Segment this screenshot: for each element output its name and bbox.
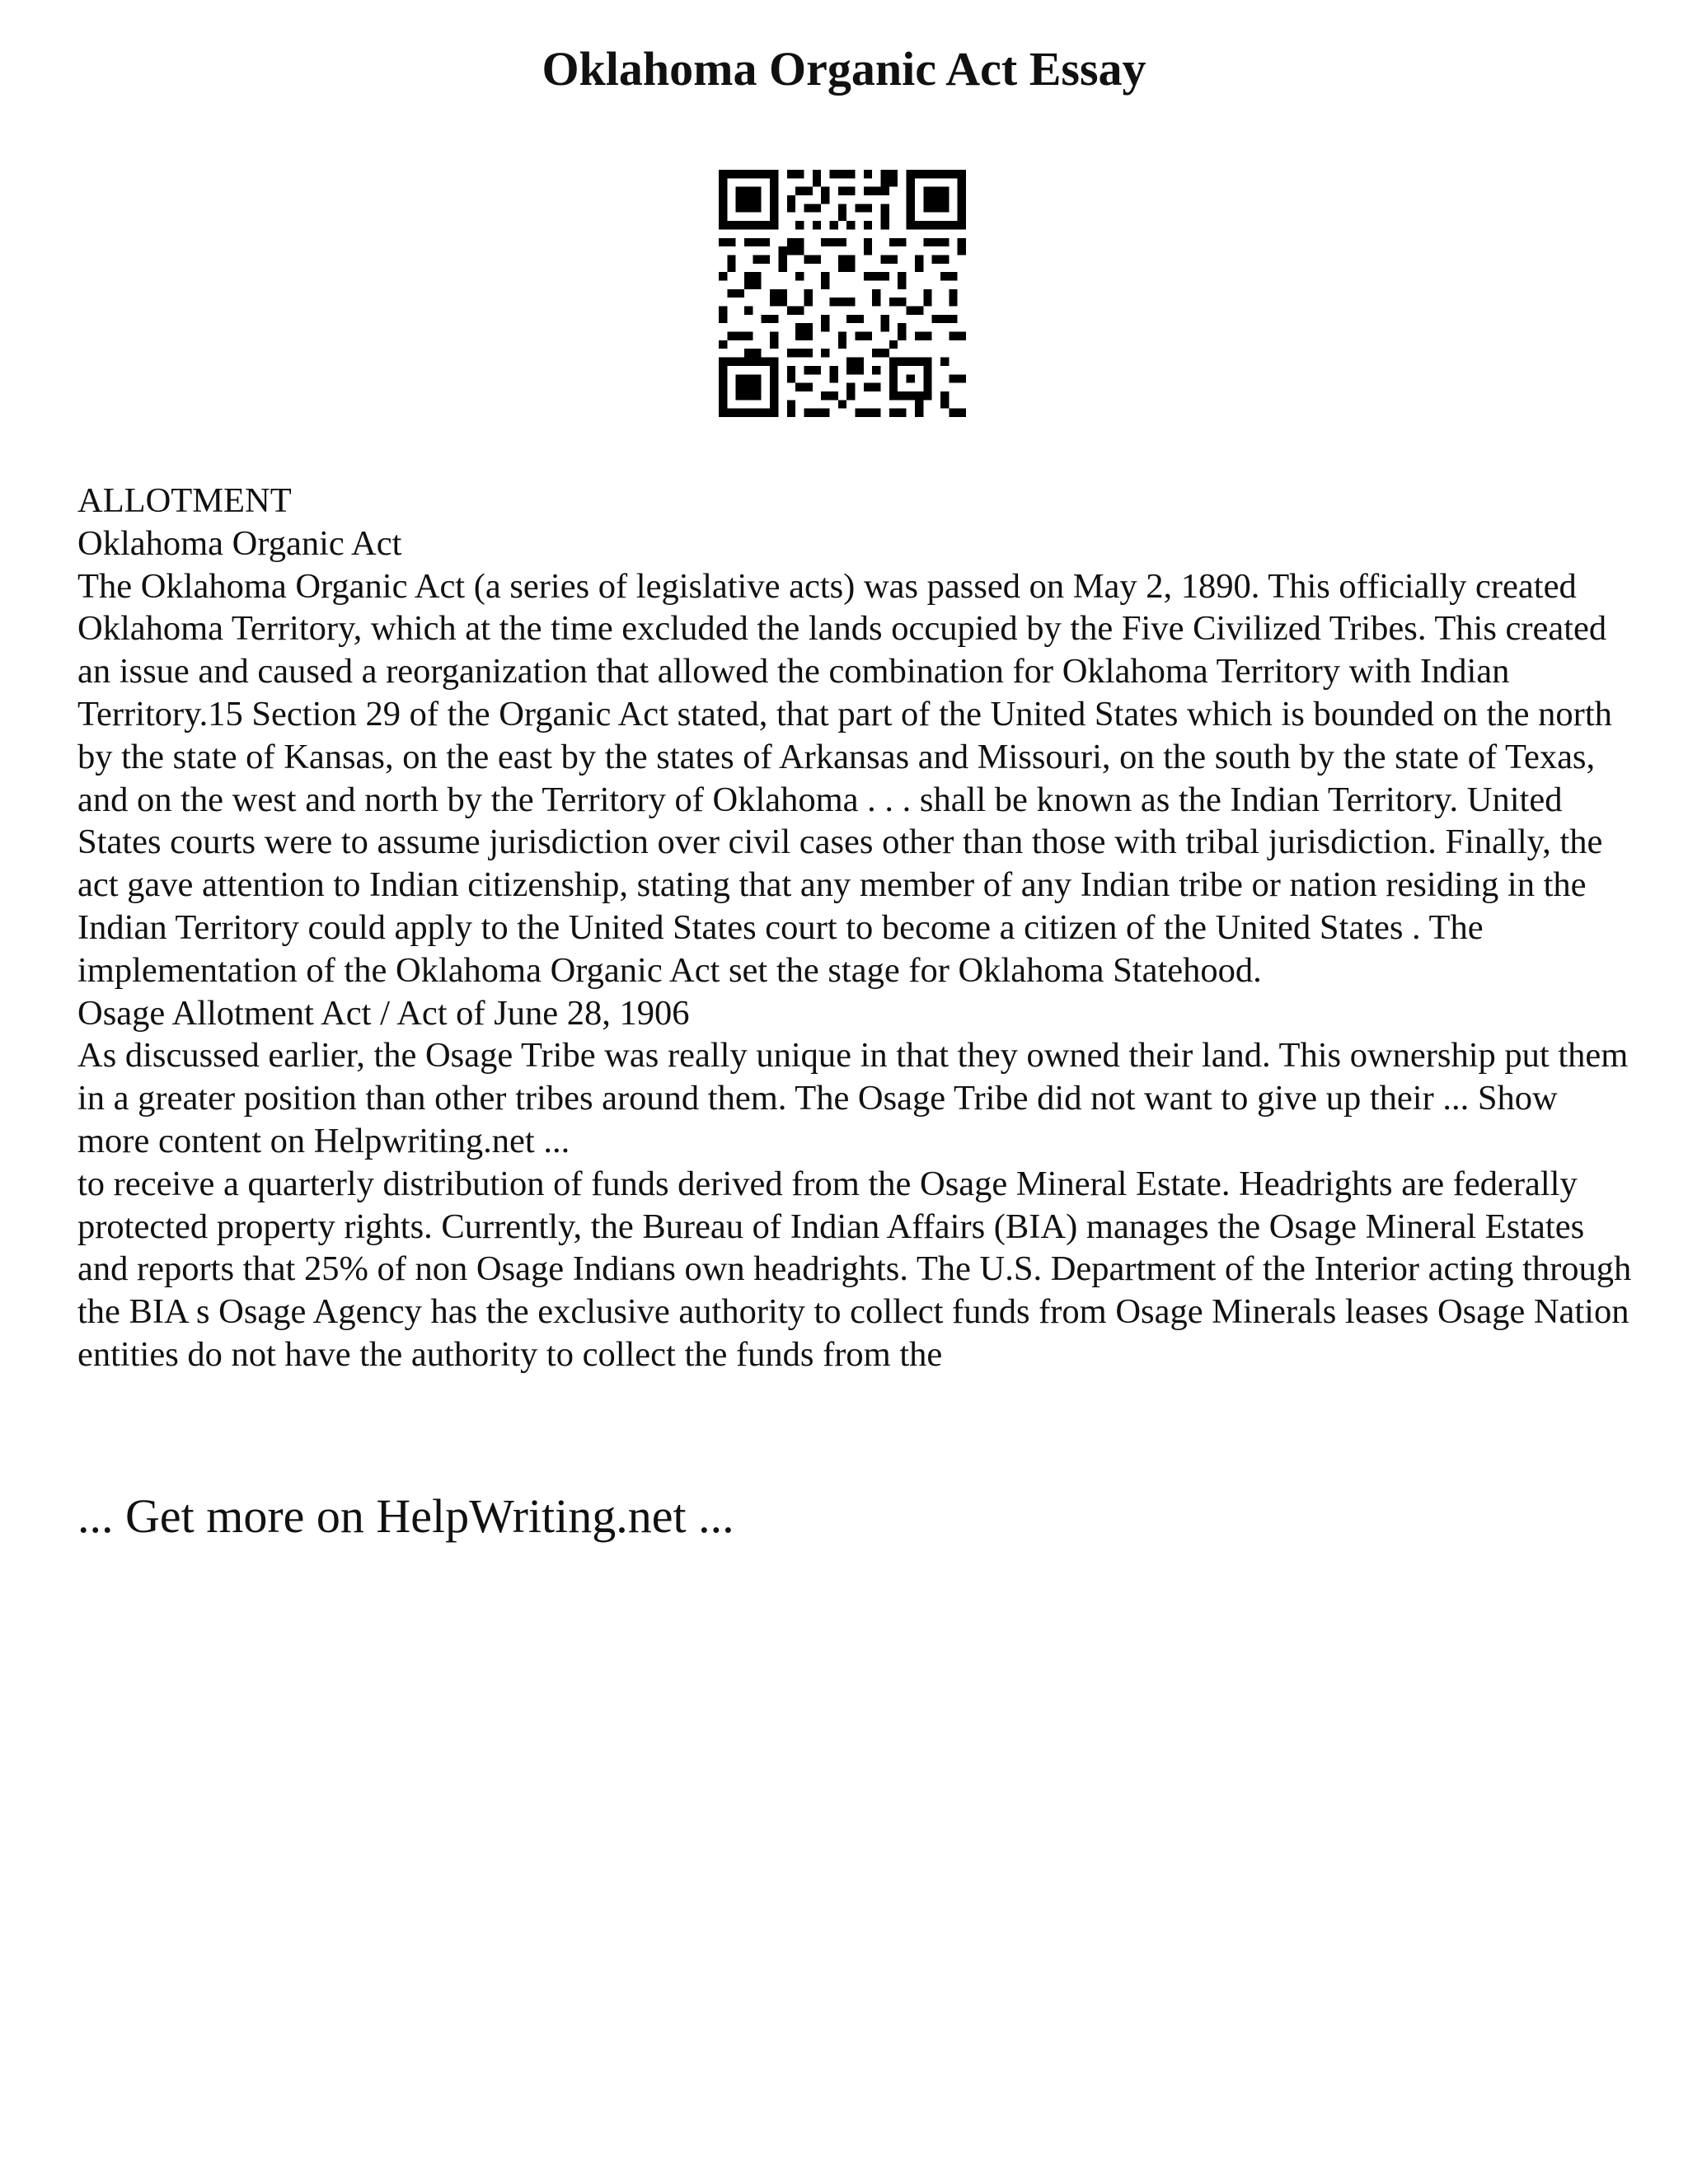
- paragraph-osage-tribe: As discussed earlier, the Osage Tribe was really unique in that they owned their land. This ownership put them in a greater position than other tribes around them. The Osage Tribe did not want to give up their ... Show more content on Helpwriting.net ...: [77, 1036, 1629, 1160]
- section-heading-allotment: ALLOTMENT: [77, 481, 292, 520]
- qr-code-icon: [719, 170, 966, 417]
- page-title: Oklahoma Organic Act Essay: [542, 42, 1146, 96]
- get-more-link[interactable]: ... Get more on HelpWriting.net ...: [77, 1489, 734, 1543]
- essay-body: [77, 480, 1635, 1376]
- section-heading-osage-allotment: Osage Allotment Act / Act of June 28, 1906: [77, 993, 690, 1033]
- paragraph-headrights: to receive a quarterly distribution of funds derived from the Osage Mineral Estate. Headrights are federally protected property rights. Currently, the Bureau of Indian Affairs (BIA) manages the Osage Mineral Estates and reports that 25% of non Osage Indians own headrights. The U.S. Department of the Interior acting through the BIA s Osage Agency has the exclusive authority to collect funds from Osage Minerals leases Osage Nation entities do not have the authority to collect the funds from the: [77, 1164, 1632, 1374]
- section-heading-organic-act: Oklahoma Organic Act: [77, 523, 402, 563]
- paragraph-organic-act: The Oklahoma Organic Act (a series of legislative acts) was passed on May 2, 1890. This officially created Oklahoma Territory, which at the time excluded the lands occupied by the Five Civilized Tribes. This created an issue and caused a reorganization that allowed the combination for Oklahoma Territory with Indian Territory.15 Section 29 of the Organic Act stated, that part of the United States which is bounded on the north by the state of Kansas, on the east by the states of Arkansas and Missouri, on the south by the state of Texas, and on the west and north by the Territory of Oklahoma . . . shall be known as the Indian Territory. United States courts were to assume jurisdiction over civil cases other than those with tribal jurisdiction. Finally, the act gave attention to Indian citizenship, stating that any member of any Indian tribe or nation residing in the Indian Territory could apply to the United States court to become a citizen of the United States . The implementation of the Oklahoma Organic Act set the stage for Oklahoma Statehood.: [77, 566, 1612, 990]
